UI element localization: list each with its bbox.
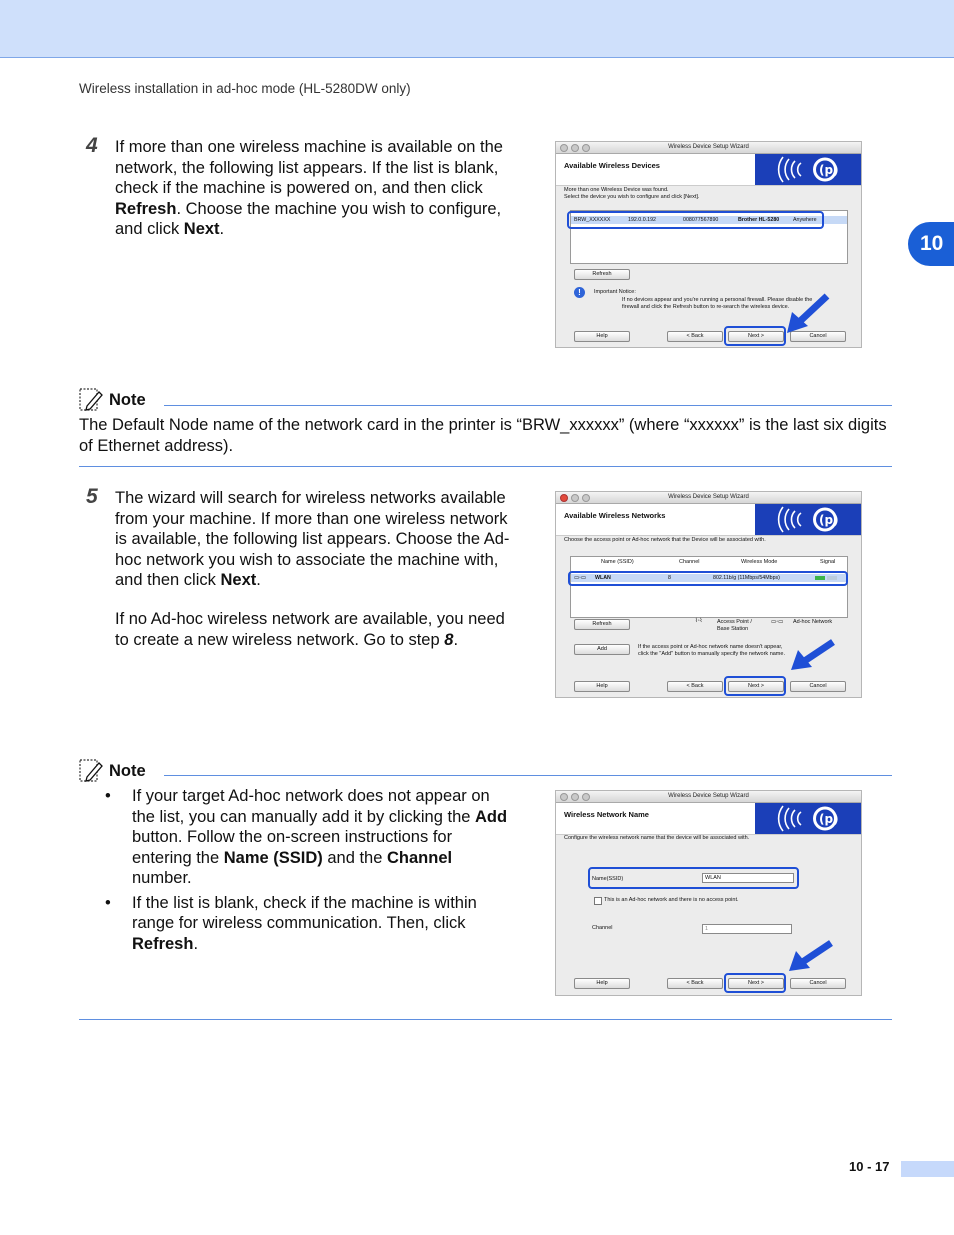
svg-text:(p): (p) [819, 812, 839, 826]
step4-text: If more than one wireless machine is available on the network, the following list appears. If the list is blank, check if the machine is powered on, and then click Refresh. Choose the machine you wish to configure, and click Next. [115, 138, 503, 238]
adhoc-legend-icon: ▭◦▭ [771, 619, 784, 625]
svg-text:(p): (p) [819, 163, 839, 177]
info-icon: ! [574, 287, 585, 298]
devices-dialog-screenshot: Wireless Device Setup Wizard Available Wireless Devices (p) More than one Wireless Device was found. Select the device you wish to configure and click [Next]. BRW_XXXXXX 192.0.0.192 008077567890 Brother HL-5280 Anywhere Refresh ! Important Notice: If no devices appear and you're running a personal firewall. Please disable the firewall and click the Refresh button to re-search the wireless device. Help < Back Next > Cancel [555, 141, 862, 348]
back-button[interactable]: < Back [667, 681, 723, 692]
note1-text: The Default Node name of the network card in the printer is “BRW_xxxxxx” (where “xxxxxx” is the last six digits of Ethernet address). [79, 416, 887, 455]
note-heading: Note [79, 388, 146, 412]
cancel-button[interactable]: Cancel [790, 331, 846, 342]
window-titlebar: Wireless Device Setup Wizard [556, 492, 861, 504]
pointer-arrow-icon [788, 636, 848, 696]
note2-bullet: • If the list is blank, check if the machine is within range for wireless communication. Then, click Refresh. [105, 893, 477, 953]
note-pencil-icon [79, 388, 103, 412]
device-row-highlight [567, 211, 824, 229]
step-number: 4 [86, 134, 98, 157]
adhoc-checkbox[interactable] [594, 897, 602, 905]
wireless-logo-icon [755, 154, 861, 185]
next-button[interactable]: Next > [728, 978, 784, 989]
note-rule-bottom [79, 466, 892, 467]
wireless-logo-icon [755, 803, 861, 834]
footer-bar [901, 1161, 954, 1177]
dialog-banner: Available Wireless Devices (p) [556, 154, 861, 186]
cancel-button[interactable]: Cancel [790, 681, 846, 692]
channel-select[interactable]: 1 [702, 924, 792, 934]
network-name-dialog-screenshot: Wireless Device Setup Wizard Wireless Network Name (p) Configure the wireless network name that the device will be associated with. Name(SSID) WLAN This is an Ad-hoc network and there is no access point. Channel 1 Help < Back Next > Cancel [555, 790, 862, 996]
device-row[interactable]: BRW_XXXXXX 192.0.0.192 008077567890 Brother HL-5280 Anywhere [571, 216, 847, 224]
cancel-button[interactable]: Cancel [790, 978, 846, 989]
column-header: Name (SSID) [601, 559, 634, 565]
chapter-tab: 10 [908, 222, 954, 266]
ssid-input[interactable]: WLAN [702, 873, 794, 883]
refresh-button[interactable]: Refresh [574, 269, 630, 280]
step-number: 5 [86, 485, 98, 508]
next-highlight [724, 326, 786, 346]
adhoc-icon: ▭◦▭ [574, 575, 586, 581]
next-button[interactable]: Next > [728, 681, 784, 692]
next-button[interactable]: Next > [728, 331, 784, 342]
network-row[interactable]: ▭◦▭ WLAN 8 802.11b/g (11Mbps/54Mbps) [571, 574, 847, 582]
running-header: Wireless installation in ad-hoc mode (HL-5280DW only) [79, 81, 411, 96]
dialog-banner: Wireless Network Name (p) [556, 803, 861, 835]
note-rule-top [164, 405, 892, 406]
help-button[interactable]: Help [574, 681, 630, 692]
step5-text-2: If no Ad-hoc wireless network are available, you need to create a new wireless network. Go to step 8. [115, 610, 505, 649]
next-highlight [724, 973, 786, 993]
ap-icon: ⌇◦⌇ [695, 618, 703, 624]
next-highlight [724, 676, 786, 696]
help-button[interactable]: Help [574, 978, 630, 989]
top-band [0, 0, 954, 58]
ssid-highlight [588, 867, 799, 889]
networks-dialog-screenshot: Wireless Device Setup Wizard Available Wireless Networks (p) Choose the access point or Ad-hoc network that the Device will be associated with. Name (SSID) Channel Wireless Mode Signal ▭◦▭ WLAN 8 802.11b/g (11Mbps/54Mbps) Refresh ⌇◦⌇ Access Point / Base Station ▭◦▭ Ad-hoc Network Add If the access point or Ad-hoc network name doesn't appear, click the "Add" button to manually specify the network name. Help < Back Next > Cancel [555, 491, 862, 698]
back-button[interactable]: < Back [667, 331, 723, 342]
help-button[interactable]: Help [574, 331, 630, 342]
add-button[interactable]: Add [574, 644, 630, 655]
page-number: 10 - 17 [849, 1159, 890, 1174]
back-button[interactable]: < Back [667, 978, 723, 989]
pointer-arrow-icon [784, 290, 844, 348]
pointer-arrow-icon [786, 937, 846, 996]
column-header: Signal [820, 559, 836, 565]
note-heading: Note [79, 759, 146, 783]
note-rule-top [164, 775, 892, 776]
dialog-banner: Available Wireless Networks (p) [556, 504, 861, 536]
refresh-button[interactable]: Refresh [574, 619, 630, 630]
window-titlebar: Wireless Device Setup Wizard [556, 142, 861, 154]
svg-text:(p): (p) [819, 513, 839, 527]
wireless-logo-icon [755, 504, 861, 535]
column-header: Channel [679, 559, 700, 565]
column-header: Wireless Mode [741, 559, 778, 565]
note2-bullet: • If your target Ad-hoc network does not appear on the list, you can manually add it by clicking the Add button. Follow the on-screen instructions for entering the Name (SSID) and the Channel number. [105, 787, 508, 887]
network-row-highlight [568, 571, 848, 586]
step5-text: The wizard will search for wireless networks available from your machine. If more than one wireless network is available, the following list appears. Choose the Ad-hoc network you wish to associate the machine with, and then click Next. [115, 489, 510, 589]
note-pencil-icon [79, 759, 103, 783]
note2-list [79, 786, 509, 958]
window-titlebar: Wireless Device Setup Wizard [556, 791, 861, 803]
network-list[interactable] [570, 556, 848, 618]
section-rule [79, 1019, 892, 1020]
